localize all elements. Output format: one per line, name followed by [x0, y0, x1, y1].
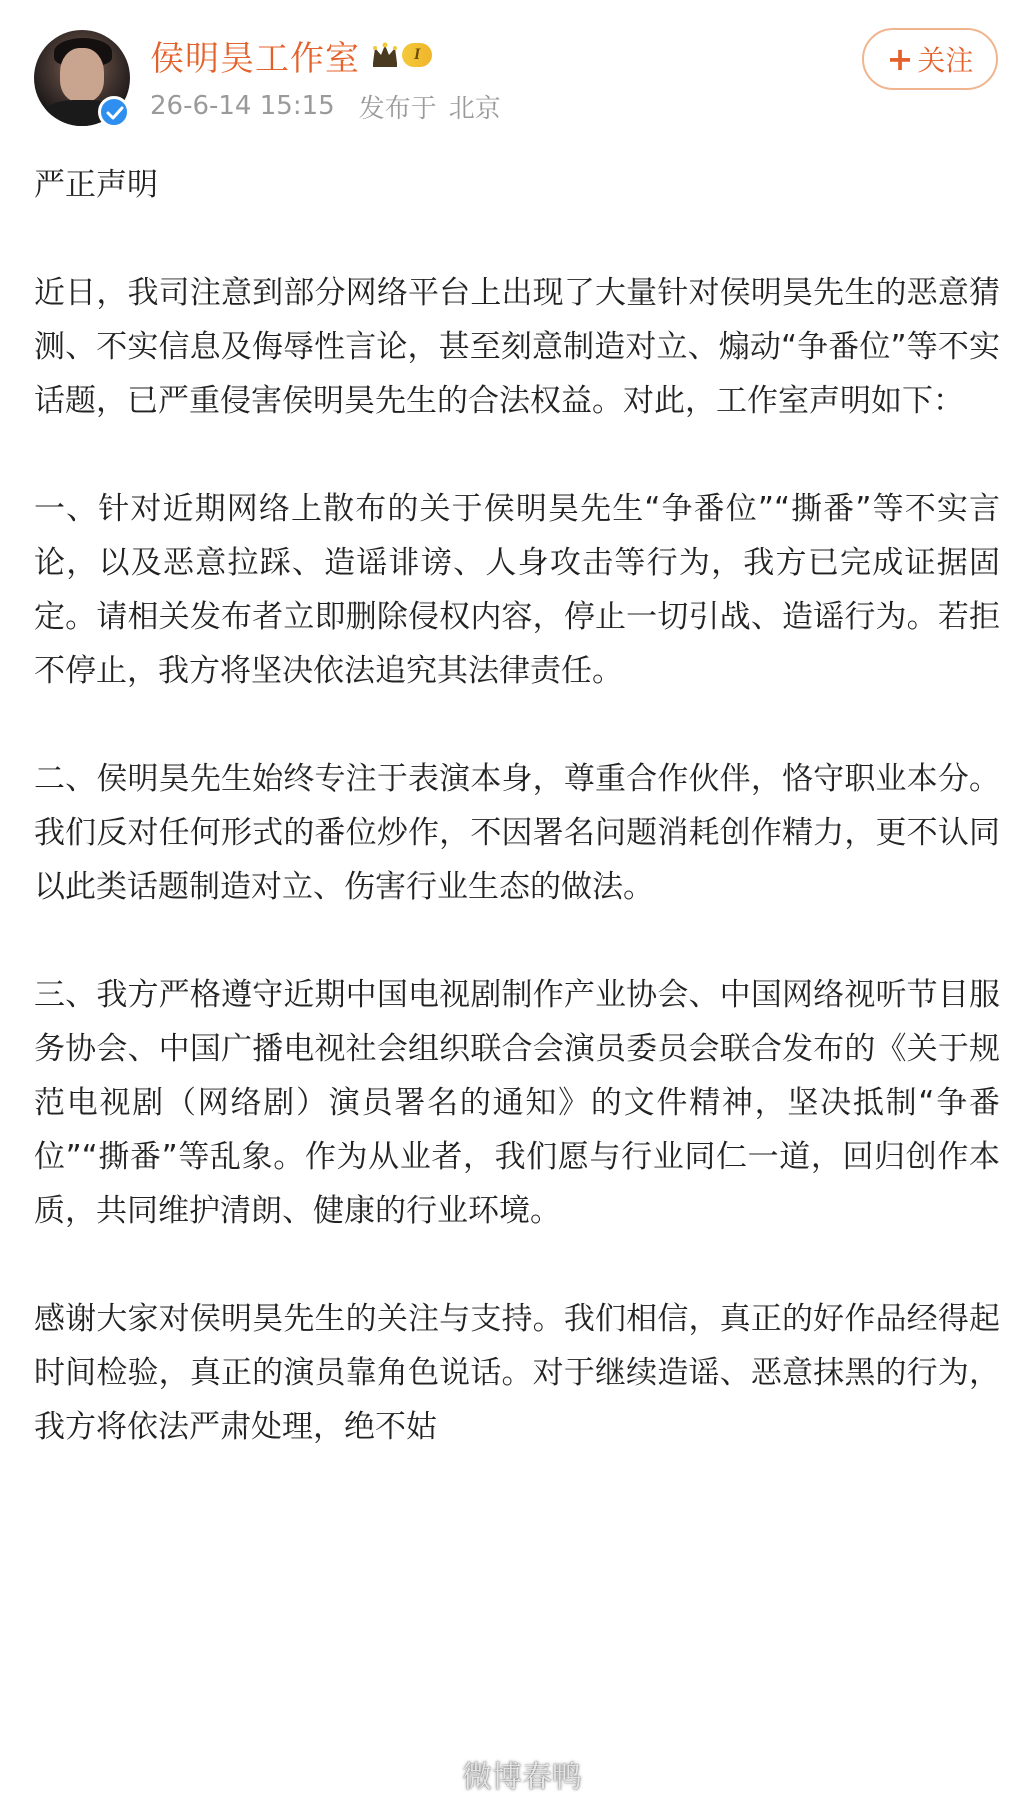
post-title: 严正声明 [34, 167, 158, 203]
post-paragraph-1: 一、针对近期网络上散布的关于侯明昊先生“争番位”“撕番”等不实言论，以及恶意拉踩、造谣诽谤、人身攻击等行为，我方已完成证据固定。请相关发布者立即删除侵权内容，停止一切引战、造谣行为。若拒不停止，我方将坚决依法追究其法律责任。 [34, 491, 1000, 689]
post-paragraph-2: 二、侯明昊先生始终专注于表演本身，尊重合作伙伴，恪守职业本分。我们反对任何形式的番位炒作，不因署名问题消耗创作精力，更不认同以此类话题制造对立、伤害行业生态的做法。 [34, 761, 1000, 905]
follow-label: 关注 [917, 44, 974, 77]
post-paragraph-3: 三、我方严格遵守近期中国电视剧制作产业协会、中国网络视听节目服务协会、中国广播电视社会组织联合会演员委员会联合发布的《关于规范电视剧（网络剧）演员署名的通知》的文件精神，坚决抵制“争番位”“撕番”等乱象。作为从业者，我们愿与行业同仁一道，回归创作本质，共同维护清朗、健康的行业环境。 [34, 977, 1000, 1229]
plus-icon: + [886, 40, 914, 78]
level-tag: I [402, 43, 432, 67]
post-paragraph-closing: 感谢大家对侯明昊先生的关注与支持。我们相信，真正的好作品经得起时间检验，真正的演员靠角色说话。对于继续造谣、恶意抹黑的行为，我方将依法严肃处理，绝不姑 [34, 1301, 1000, 1445]
avatar-face [60, 48, 104, 102]
verified-icon [98, 96, 130, 128]
post-paragraph-intro: 近日，我司注意到部分网络平台上出现了大量针对侯明昊先生的恶意猜测、不实信息及侮辱性言论，甚至刻意制造对立、煽动“争番位”等不实话题，已严重侵害侯明昊先生的合法权益。对此，工作室声明如下： [34, 275, 1000, 419]
name-row [150, 30, 432, 80]
post-header [0, 0, 1034, 150]
watermark-text: 微博春鸭 [462, 1760, 582, 1795]
level-badge[interactable] [370, 40, 432, 70]
watermark [462, 1752, 582, 1796]
post-location: 北京 [448, 93, 501, 124]
post-meta [150, 88, 501, 124]
crown-icon [370, 41, 400, 69]
post-body [34, 158, 1000, 1508]
post-timestamp: 26-6-14 15:15 [150, 91, 335, 121]
follow-button[interactable] [862, 28, 998, 90]
account-name[interactable]: 侯明昊工作室 [150, 38, 360, 79]
location-prefix: 发布于 [358, 93, 437, 124]
